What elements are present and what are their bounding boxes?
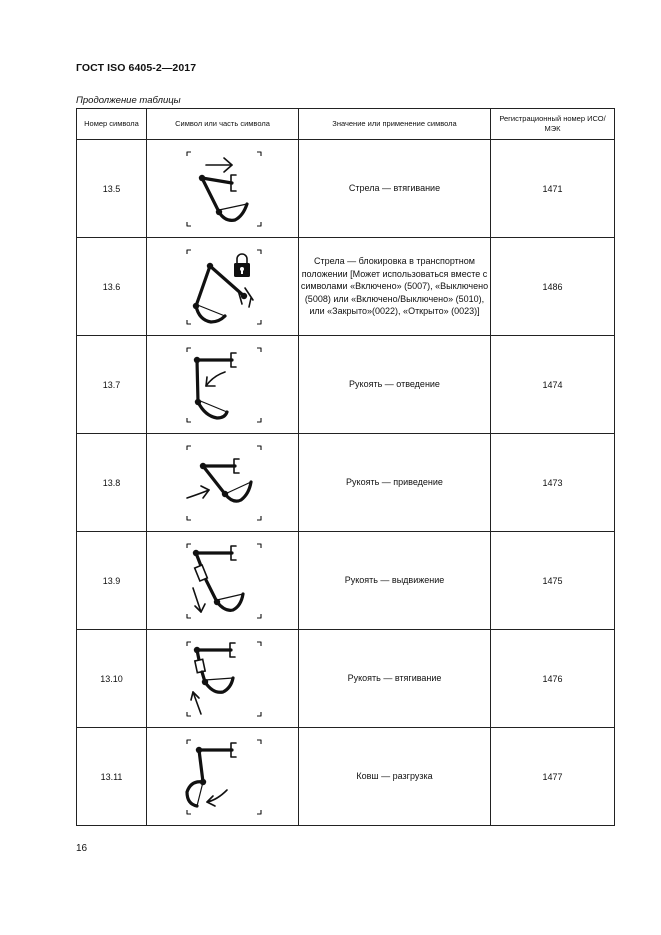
registration-number: 1473 [491, 434, 615, 532]
symbol-meaning: Стрела — блокировка в транспортном положении [Может использоваться вместе с символами «Включено» (5007), «Выключено (5008) или «Включено/Выключено» (5010), или «Закрыто»(0022), «Открыто» (0023)] [299, 238, 491, 336]
arm-retract-icon [173, 634, 273, 724]
column-header-symbol: Символ или часть символа [147, 109, 299, 140]
table-row [77, 728, 615, 826]
symbol-number: 13.6 [77, 238, 147, 336]
registration-number: 1474 [491, 336, 615, 434]
boom-retract-icon [173, 144, 273, 234]
symbol-cell [147, 238, 299, 336]
symbol-meaning: Рукоять — отведение [299, 336, 491, 434]
symbol-cell [147, 728, 299, 826]
column-header-reg-number: Регистрационный номер ИСО/МЭК [491, 109, 615, 140]
registration-number: 1476 [491, 630, 615, 728]
table-row [77, 140, 615, 238]
symbol-meaning: Рукоять — выдвижение [299, 532, 491, 630]
symbol-cell [147, 434, 299, 532]
symbol-number: 13.10 [77, 630, 147, 728]
table-row [77, 630, 615, 728]
symbol-cell [147, 630, 299, 728]
symbol-meaning: Ковш — разгрузка [299, 728, 491, 826]
symbol-meaning: Рукоять — приведение [299, 434, 491, 532]
table-row [77, 532, 615, 630]
symbol-cell [147, 140, 299, 238]
document-title: ГОСТ ISO 6405-2—2017 [76, 62, 197, 74]
symbol-number: 13.11 [77, 728, 147, 826]
registration-number: 1486 [491, 238, 615, 336]
symbol-number: 13.9 [77, 532, 147, 630]
symbol-number: 13.7 [77, 336, 147, 434]
table-row [77, 336, 615, 434]
table-header-row [77, 109, 615, 140]
registration-number: 1471 [491, 140, 615, 238]
column-header-number: Номер символа [77, 109, 147, 140]
arm-in-icon [173, 438, 273, 528]
table-continuation-label: Продолжение таблицы [76, 95, 181, 106]
symbol-number: 13.8 [77, 434, 147, 532]
registration-number: 1475 [491, 532, 615, 630]
symbols-table [76, 108, 615, 826]
registration-number: 1477 [491, 728, 615, 826]
symbol-meaning: Рукоять — втягивание [299, 630, 491, 728]
symbol-cell [147, 532, 299, 630]
arm-out-icon [173, 340, 273, 430]
table-row [77, 238, 615, 336]
column-header-meaning: Значение или применение символа [299, 109, 491, 140]
boom-transport-lock-icon [173, 242, 273, 332]
symbol-number: 13.5 [77, 140, 147, 238]
symbol-cell [147, 336, 299, 434]
page-number: 16 [76, 843, 88, 854]
table-row [77, 434, 615, 532]
symbol-meaning: Стрела — втягивание [299, 140, 491, 238]
bucket-dump-icon [173, 732, 273, 822]
arm-extend-icon [173, 536, 273, 626]
